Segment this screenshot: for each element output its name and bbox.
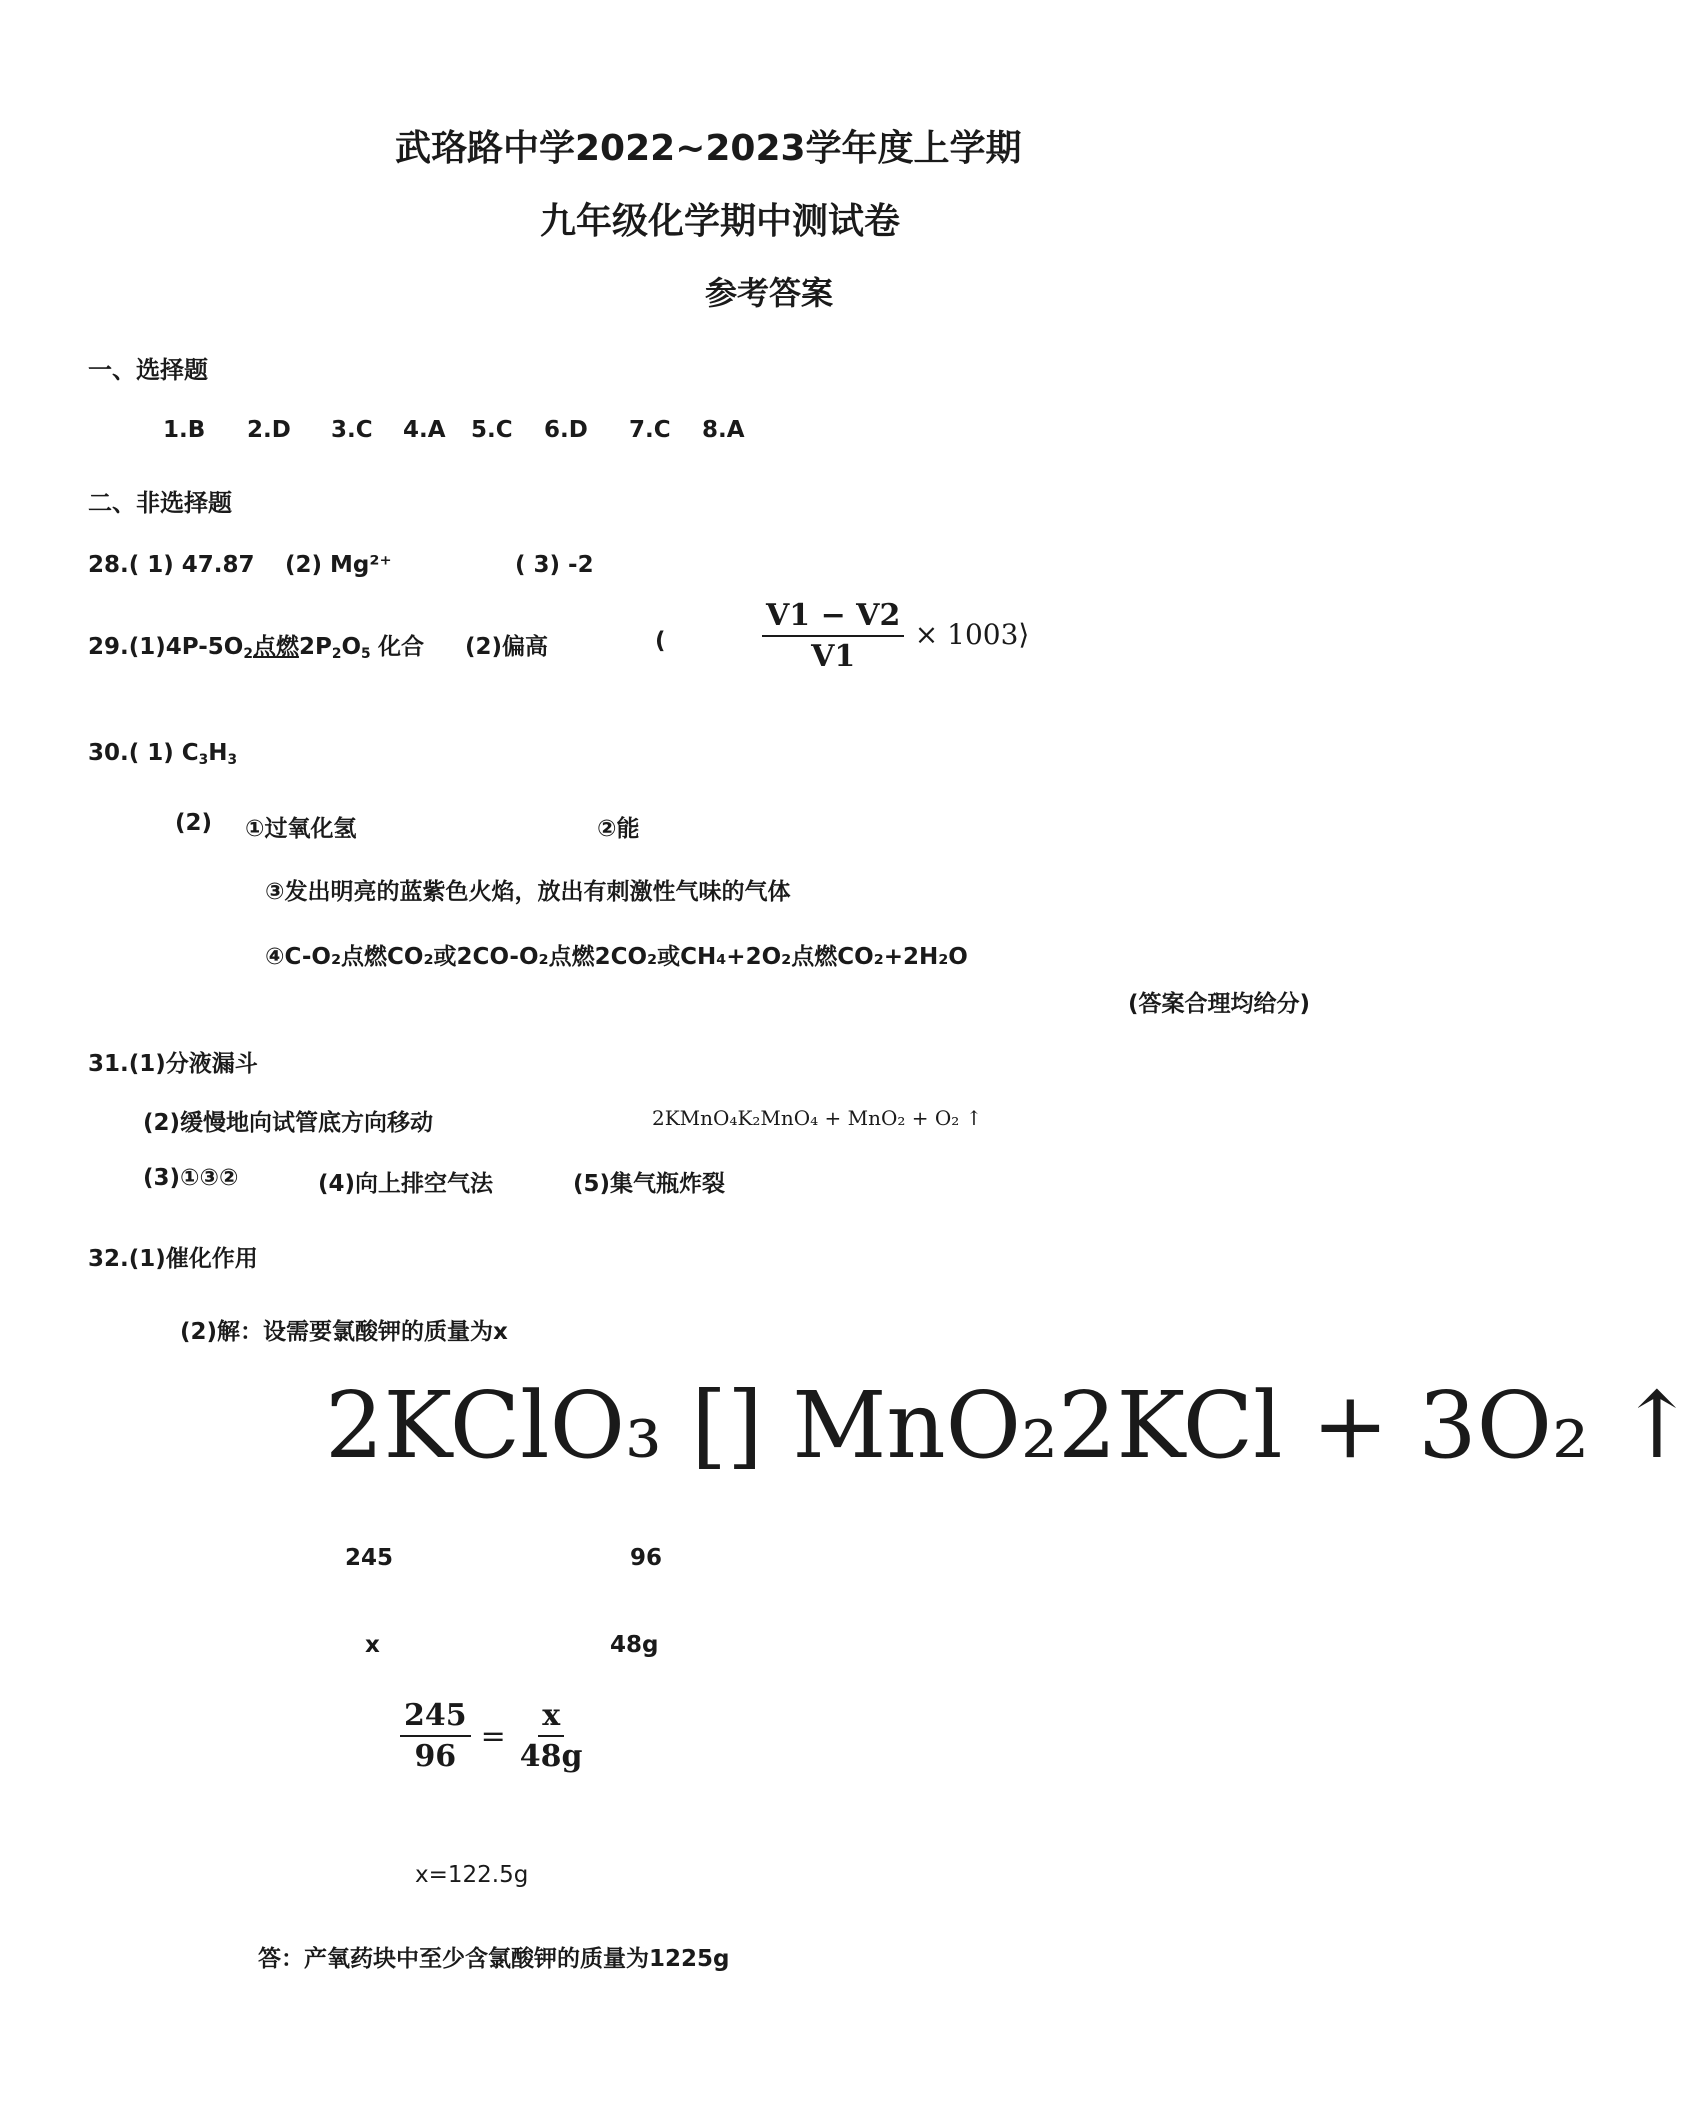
q31-equation: 2KMnO₄K₂MnO₄ + MnO₂ + O₂ ↑ [652,1106,983,1130]
q29-tail: × 1003⟩ [914,618,1030,651]
answer-8: 8.A [702,417,745,443]
q32-mass-1: 245 [345,1545,394,1571]
q32-big-equation: 2KClO₃ [] MnO₂2KCl + 3O₂ ↑ [325,1372,1695,1479]
q29-paren: ( [655,628,666,654]
answer-2: 2.D [247,417,291,443]
q28-part1: 28.( 1) 47.87 [88,552,255,578]
exam-title: 九年级化学期中测试卷 [540,201,901,242]
answer-6: 6.D [544,417,588,443]
q30-part1: 30.( 1) $C_3H_3$ [88,740,238,769]
subtitle: 参考答案 [705,274,834,312]
answer-5: 5.C [471,417,513,443]
answer-1: 1.B [163,417,206,443]
q32-var-1: x [365,1632,380,1658]
q30-part2-label: (2) [175,810,213,836]
q32-fraction-right: $\frac{x}{48g}$ [519,1698,583,1774]
answer-7: 7.C [629,417,671,443]
q28-part3: ( 3) -2 [515,552,594,578]
q30-part2-3: ③发出明亮的蓝紫色火焰，放出有刺激性气味的气体 [265,879,791,905]
q30-part2-2: ②能 [597,816,640,842]
q29-fraction [762,598,904,674]
q32-part2: (2)解：设需要氯酸钾的质量为x [180,1319,508,1345]
q31-part2: (2)缓慢地向试管底方向移动 [143,1110,434,1136]
q32-part1: 32.(1)催化作用 [88,1246,258,1272]
q29-type: 化合 [378,634,424,660]
section-2-heading: 二、非选择题 [88,489,232,517]
choice-answers [163,417,762,443]
q32-mass-2: 96 [630,1545,663,1571]
q29-numerator: V1 − V2 [762,598,904,637]
q31-part5: (5)集气瓶炸裂 [573,1171,726,1197]
section-1-heading: 一、选择题 [88,356,208,384]
q30-part2-1: ①过氧化氢 [245,816,357,842]
q32-var-2: 48g [610,1632,659,1658]
q32-proportion: $\frac{245}{96}$ = $\frac{x}{48g}$ [400,1698,587,1774]
q29-formula [762,598,1029,674]
answer-4: 4.A [403,417,446,443]
q32-fraction-left: $\frac{245}{96}$ [400,1698,471,1774]
q32-result: x=122.5g [415,1862,529,1888]
answer-3: 3.C [331,417,373,443]
school-title: 武珞路中学2022~2023学年度上学期 [395,128,1022,169]
q31-part3: (3)①③② [143,1165,239,1191]
q31-part1: 31.(1)分液漏斗 [88,1051,258,1077]
q29-part2: (2)偏高 [465,634,549,660]
q29-equation: $29.(1)4P-5O_2$点燃$2P_2O_5$ [88,634,371,663]
q30-part2-4: ④C-O₂点燃CO₂或2CO-O₂点燃2CO₂或CH₄+2O₂点燃CO₂+2H₂O [265,944,968,970]
q29-denominator: V1 [811,639,856,674]
q30-note: (答案合理均给分) [1128,991,1311,1017]
q32-answer: 答：产氧药块中至少含氯酸钾的质量为1225g [258,1946,730,1972]
q28-part2: (2) Mg²⁺ [285,552,392,578]
q31-part4: (4)向上排空气法 [318,1171,494,1197]
